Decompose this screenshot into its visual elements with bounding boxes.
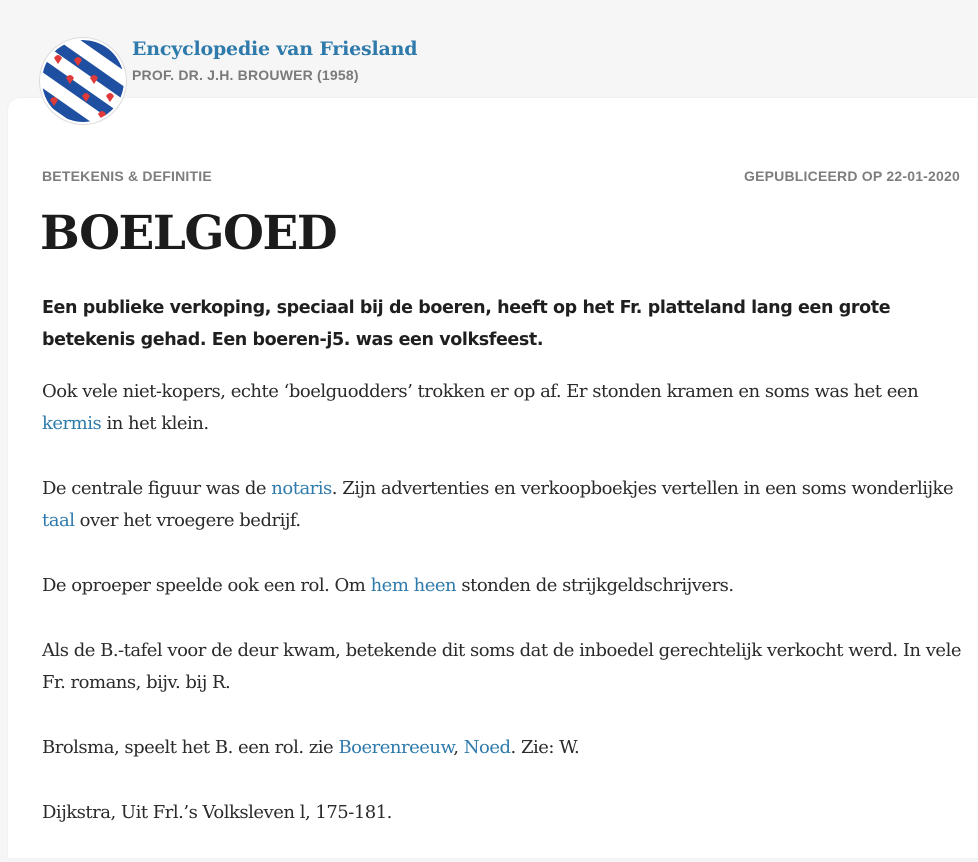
paragraph-text: Als de B.-tafel voor de deur kwam, betekende dit soms dat de inboedel gerechtelijk verkocht werd. In vele Fr. romans, bijv. bij R. [42,640,961,693]
paragraph-text: De centrale figuur was de [42,478,272,499]
link-noed[interactable]: Noed [463,737,511,758]
paragraph-text: in het klein. [101,413,209,434]
link-hem-heen[interactable]: hem heen [370,575,457,596]
paragraph [42,732,972,764]
paragraph-text: Dijkstra, Uit Frl.’s Volksleven l, 175-181. [42,802,392,823]
link-notaris[interactable]: notaris [271,478,332,499]
paragraph-text: , [453,737,464,758]
frisian-flag-logo[interactable] [40,38,126,124]
paragraph-text: over het vroegere bedrijf. [74,510,301,531]
link-taal[interactable]: taal [42,510,75,531]
article-card [8,98,978,858]
link-kermis[interactable]: kermis [42,413,102,434]
link-boerenreeuw[interactable]: Boerenreeuw [338,737,454,758]
paragraph-text: . Zijn advertenties en verkoopboekjes vertellen in een soms wonderlijke [331,478,954,499]
paragraph-text: Ook vele niet-kopers, echte ‘boelguodders’ trokken er op af. Er stonden kramen en soms was het een [42,381,919,402]
paragraph-text: Brolsma, speelt het B. een rol. zie [42,737,339,758]
category-label[interactable]: BETEKENIS & DEFINITIE [42,168,212,184]
page-title: BOELGOED [40,206,337,261]
published-date-value: 22-01-2020 [886,168,960,184]
paragraph-text: De oproeper speelde ook een rol. Om [42,575,371,596]
paragraph [42,376,972,440]
article-lead: Een publieke verkoping, speciaal bij de boeren, heeft op het Fr. platteland lang een grote betekenis gehad. Een boeren-j5. was een volksfeest. [42,298,891,350]
site-title[interactable]: Encyclopedie van Friesland [132,38,418,60]
paragraph [42,473,972,537]
paragraph [42,570,972,602]
site-header [0,0,978,100]
paragraph-text: . Zie: W. [510,737,580,758]
site-subtitle: PROF. DR. J.H. BROUWER (1958) [132,67,359,83]
article-body [42,376,972,862]
paragraph-text: stonden de strijkgeldschrijvers. [456,575,734,596]
paragraph [42,797,972,829]
published-label: GEPUBLICEERD OP [744,168,883,184]
paragraph [42,635,972,699]
published-date [744,168,960,184]
frisian-flag-icon [42,40,124,122]
